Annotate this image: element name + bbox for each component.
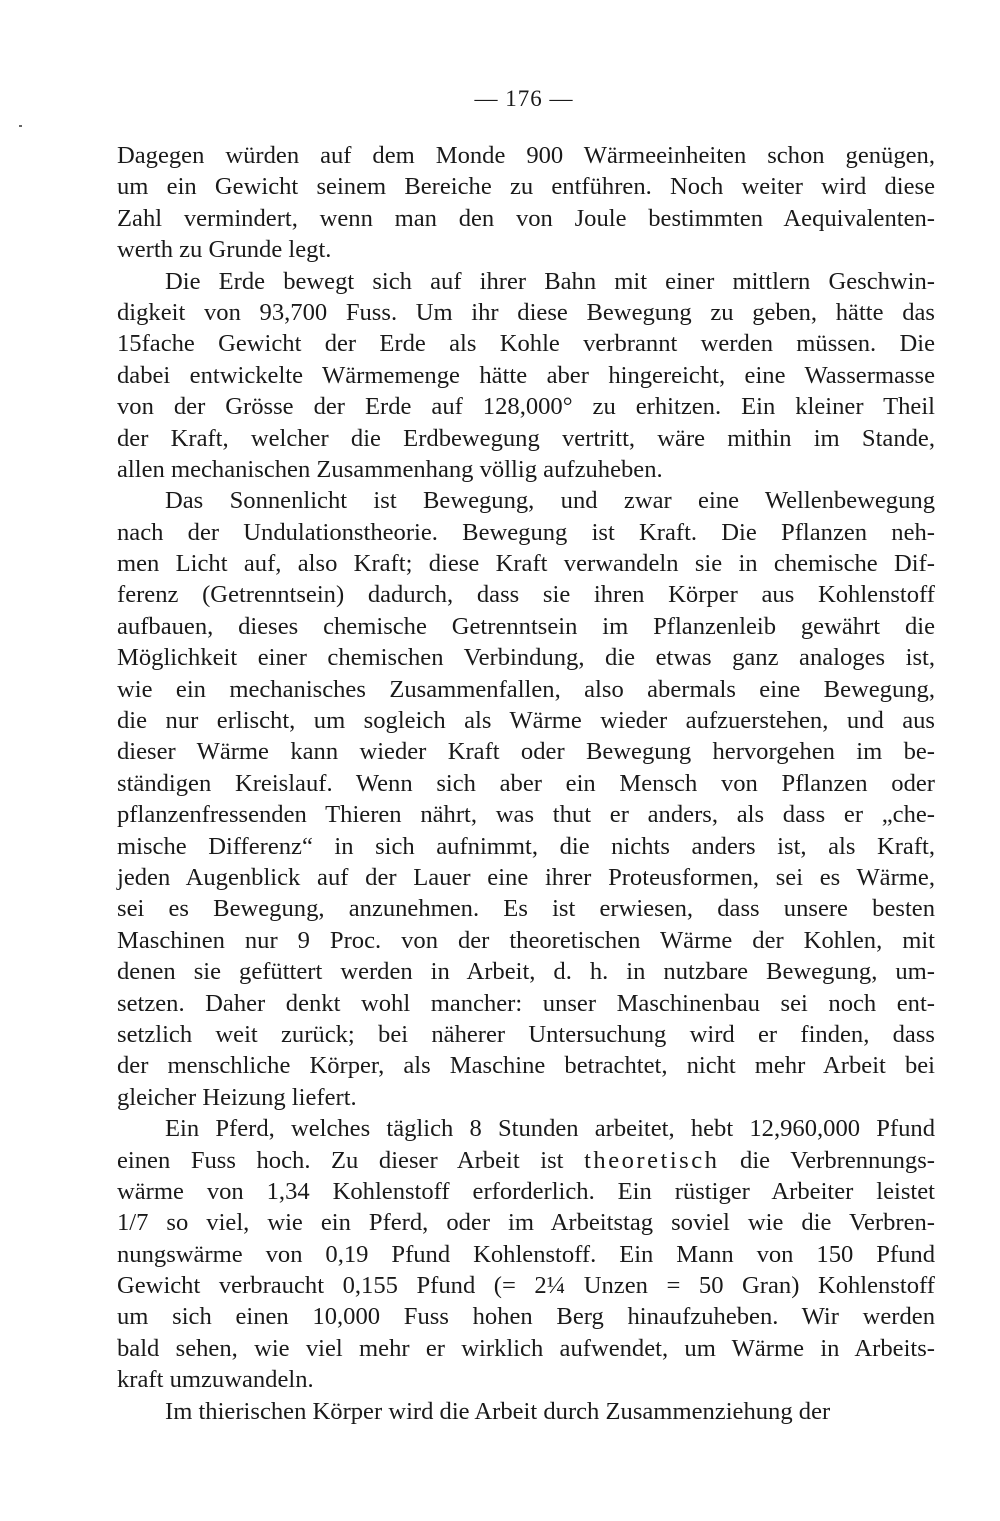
text-line: setzen. Daher denkt wohl mancher: unser Maschinenbau sei noch ent- (117, 989, 935, 1017)
text-line: um sich einen 10,000 Fuss hohen Berg hinaufzuheben. Wir werden (117, 1303, 935, 1331)
body-text (117, 140, 935, 1427)
page-number: — 176 — (474, 86, 574, 111)
text-line: kraft umzuwandeln. (117, 1366, 314, 1394)
paragraph-start-line: Das Sonnenlicht ist Bewegung, und zwar eine Wellenbewegung (165, 487, 935, 515)
text-line: dabei entwickelte Wärmemenge hätte aber hingereicht, eine Wassermasse (117, 361, 935, 389)
text-line: dieser Wärme kann wieder Kraft oder Bewegung hervorgehen im be- (117, 738, 935, 766)
spaced-emphasis-word: theoretisch (584, 1146, 720, 1174)
text-line: sei es Bewegung, anzunehmen. Es ist erwiesen, dass unsere besten (117, 895, 935, 923)
text-line: Möglichkeit einer chemischen Verbindung, die etwas ganz analoges ist, (117, 644, 935, 672)
text-line: men Licht auf, also Kraft; diese Kraft verwandeln sie in chemische Dif- (117, 550, 935, 578)
scan-speck (19, 125, 22, 127)
text-line: wie ein mechanisches Zusammenfallen, also abermals eine Bewegung, (117, 675, 935, 703)
text-line: pflanzenfressenden Thieren nährt, was thut er anders, als dass er „che- (117, 801, 935, 829)
text-line: allen mechanischen Zusammenhang völlig aufzuheben. (117, 455, 663, 483)
text-line: werth zu Grunde legt. (117, 236, 332, 264)
text-fragment: einen Fuss hoch. Zu dieser Arbeit ist (117, 1146, 585, 1174)
text-line: von der Grösse der Erde auf 128,000° zu erhitzen. Ein kleiner Theil (117, 393, 935, 421)
text-line: wärme von 1,34 Kohlenstoff erforderlich. Ein rüstiger Arbeiter leistet (117, 1177, 935, 1205)
text-line: Zahl vermindert, wenn man den von Joule bestimmten Aequivalenten- (117, 204, 935, 232)
text-line: aufbauen, dieses chemische Getrenntsein im Pflanzenleib gewährt die (117, 612, 935, 640)
text-line: um ein Gewicht seinem Bereiche zu entführen. Noch weiter wird diese (117, 173, 935, 201)
text-line: nach der Undulationstheorie. Bewegung ist Kraft. Die Pflanzen neh- (117, 518, 935, 546)
text-line: gleicher Heizung liefert. (117, 1083, 357, 1111)
paragraph-start-line: Ein Pferd, welches täglich 8 Stunden arbeitet, hebt 12,960,000 Pfund (165, 1115, 935, 1143)
text-line: Maschinen nur 9 Proc. von der theoretischen Wärme der Kohlen, mit (117, 926, 935, 954)
text-line: die nur erlischt, um sogleich als Wärme wieder aufzuerstehen, und aus (117, 707, 935, 735)
text-line: jeden Augenblick auf der Lauer eine ihrer Proteusformen, sei es Wärme, (117, 863, 935, 891)
text-line: digkeit von 93,700 Fuss. Um ihr diese Bewegung zu geben, hätte das (117, 298, 935, 326)
text-line: der Kraft, welcher die Erdbewegung vertritt, wäre mithin im Stande, (117, 424, 935, 452)
text-line: ständigen Kreislauf. Wenn sich aber ein Mensch von Pflanzen oder (117, 769, 935, 797)
paragraph-start-line: Die Erde bewegt sich auf ihrer Bahn mit einer mittlern Geschwin- (165, 267, 935, 295)
paragraph-start-line: Im thierischen Körper wird die Arbeit durch Zusammenziehung der (165, 1397, 831, 1425)
text-line: 15fache Gewicht der Erde als Kohle verbrannt werden müssen. Die (117, 330, 935, 358)
text-line: setzlich weit zurück; bei näherer Untersuchung wird er finden, dass (117, 1020, 935, 1048)
text-line: Dagegen würden auf dem Monde 900 Wärmeeinheiten schon genügen, (117, 142, 935, 169)
text-line: bald sehen, wie viel mehr er wirklich aufwendet, um Wärme in Arbeits- (117, 1334, 935, 1362)
text-line: nungswärme von 0,19 Pfund Kohlenstoff. Ein Mann von 150 Pfund (117, 1240, 935, 1268)
text-line: Gewicht verbraucht 0,155 Pfund (= 2¼ Unzen = 50 Gran) Kohlenstoff (117, 1272, 935, 1300)
text-line-with-spaced-word (117, 1145, 935, 1176)
text-line: mische Differenz“ in sich aufnimmt, die nichts anders ist, als Kraft, (117, 832, 935, 860)
text-fragment: die Verbrennungs- (719, 1146, 935, 1174)
text-line: 1/7 so viel, wie ein Pferd, oder im Arbeitstag soviel wie die Verbren- (117, 1209, 935, 1237)
text-line: denen sie gefüttert werden in Arbeit, d. h. in nutzbare Bewegung, um- (117, 958, 935, 986)
text-line: ferenz (Getrenntsein) dadurch, dass sie ihren Körper aus Kohlenstoff (117, 581, 935, 609)
text-line: der menschliche Körper, als Maschine betrachtet, nicht mehr Arbeit bei (117, 1052, 935, 1080)
